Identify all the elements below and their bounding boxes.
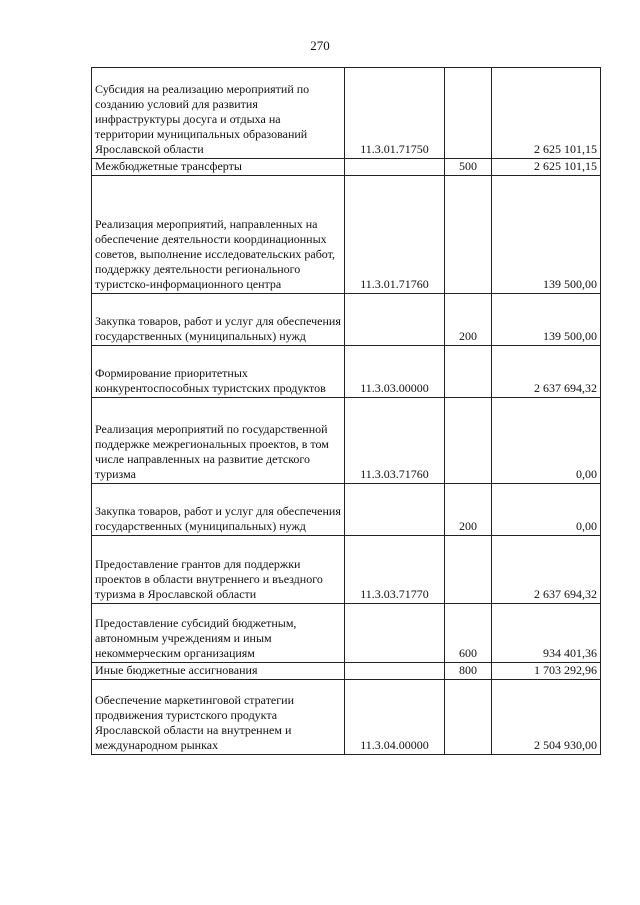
row-sum: 1 703 292,96	[492, 663, 601, 680]
row-type: 200	[445, 294, 492, 346]
budget-table	[91, 67, 601, 755]
row-code	[345, 159, 445, 176]
row-type	[445, 398, 492, 484]
table-row	[92, 536, 601, 604]
row-type	[445, 346, 492, 398]
row-name: Субсидия на реализацию мероприятий по созданию условий для развития инфраструктуры досуга и отдыха на территории муниципальных образований Ярославской области	[92, 68, 345, 159]
row-code	[345, 663, 445, 680]
row-name: Обеспечение маркетинговой стратегии продвижения туристского продукта Ярославской области на внутреннем и международном рынках	[92, 680, 345, 755]
table-row	[92, 680, 601, 755]
row-code: 11.3.04.00000	[345, 680, 445, 755]
row-name: Предоставление грантов для поддержки проектов в области внутреннего и въездного туризма в Ярославской области	[92, 536, 345, 604]
row-sum: 0,00	[492, 484, 601, 536]
row-code: 11.3.03.71760	[345, 398, 445, 484]
table-row	[92, 294, 601, 346]
row-sum: 934 401,36	[492, 604, 601, 663]
row-name: Реализация мероприятий по государственной поддержке межрегиональных проектов, в том числе направленных на развитие детского туризма	[92, 398, 345, 484]
table-row	[92, 346, 601, 398]
row-code: 11.3.01.71760	[345, 176, 445, 294]
table-row	[92, 398, 601, 484]
row-name: Формирование приоритетных конкурентоспособных туристских продуктов	[92, 346, 345, 398]
row-name: Закупка товаров, работ и услуг для обеспечения государственных (муниципальных) нужд	[92, 484, 345, 536]
row-sum: 139 500,00	[492, 176, 601, 294]
row-name: Межбюджетные трансферты	[92, 159, 345, 176]
row-name: Предоставление субсидий бюджетным, автономным учреждениям и иным некоммерческим организациям	[92, 604, 345, 663]
page-number: 270	[310, 38, 330, 53]
table-row	[92, 159, 601, 176]
row-type: 800	[445, 663, 492, 680]
row-name: Реализация мероприятий, направленных на обеспечение деятельности координационных советов, выполнение исследовательских работ, поддержку деятельности регионального туристско-информационного центра	[92, 176, 345, 294]
row-sum: 2 625 101,15	[492, 68, 601, 159]
row-code	[345, 484, 445, 536]
row-type	[445, 176, 492, 294]
row-sum: 0,00	[492, 398, 601, 484]
row-sum: 2 637 694,32	[492, 346, 601, 398]
row-type: 200	[445, 484, 492, 536]
row-type	[445, 68, 492, 159]
table-row	[92, 176, 601, 294]
row-code	[345, 294, 445, 346]
table-row	[92, 604, 601, 663]
table-row	[92, 484, 601, 536]
row-sum: 2 625 101,15	[492, 159, 601, 176]
row-sum: 139 500,00	[492, 294, 601, 346]
row-code	[345, 604, 445, 663]
table-row	[92, 663, 601, 680]
row-code: 11.3.03.71770	[345, 536, 445, 604]
row-code: 11.3.01.71750	[345, 68, 445, 159]
row-name: Иные бюджетные ассигнования	[92, 663, 345, 680]
row-sum: 2 504 930,00	[492, 680, 601, 755]
row-name: Закупка товаров, работ и услуг для обеспечения государственных (муниципальных) нужд	[92, 294, 345, 346]
row-code: 11.3.03.00000	[345, 346, 445, 398]
table-row	[92, 68, 601, 159]
row-type: 600	[445, 604, 492, 663]
row-type	[445, 536, 492, 604]
row-type: 500	[445, 159, 492, 176]
row-sum: 2 637 694,32	[492, 536, 601, 604]
row-type	[445, 680, 492, 755]
